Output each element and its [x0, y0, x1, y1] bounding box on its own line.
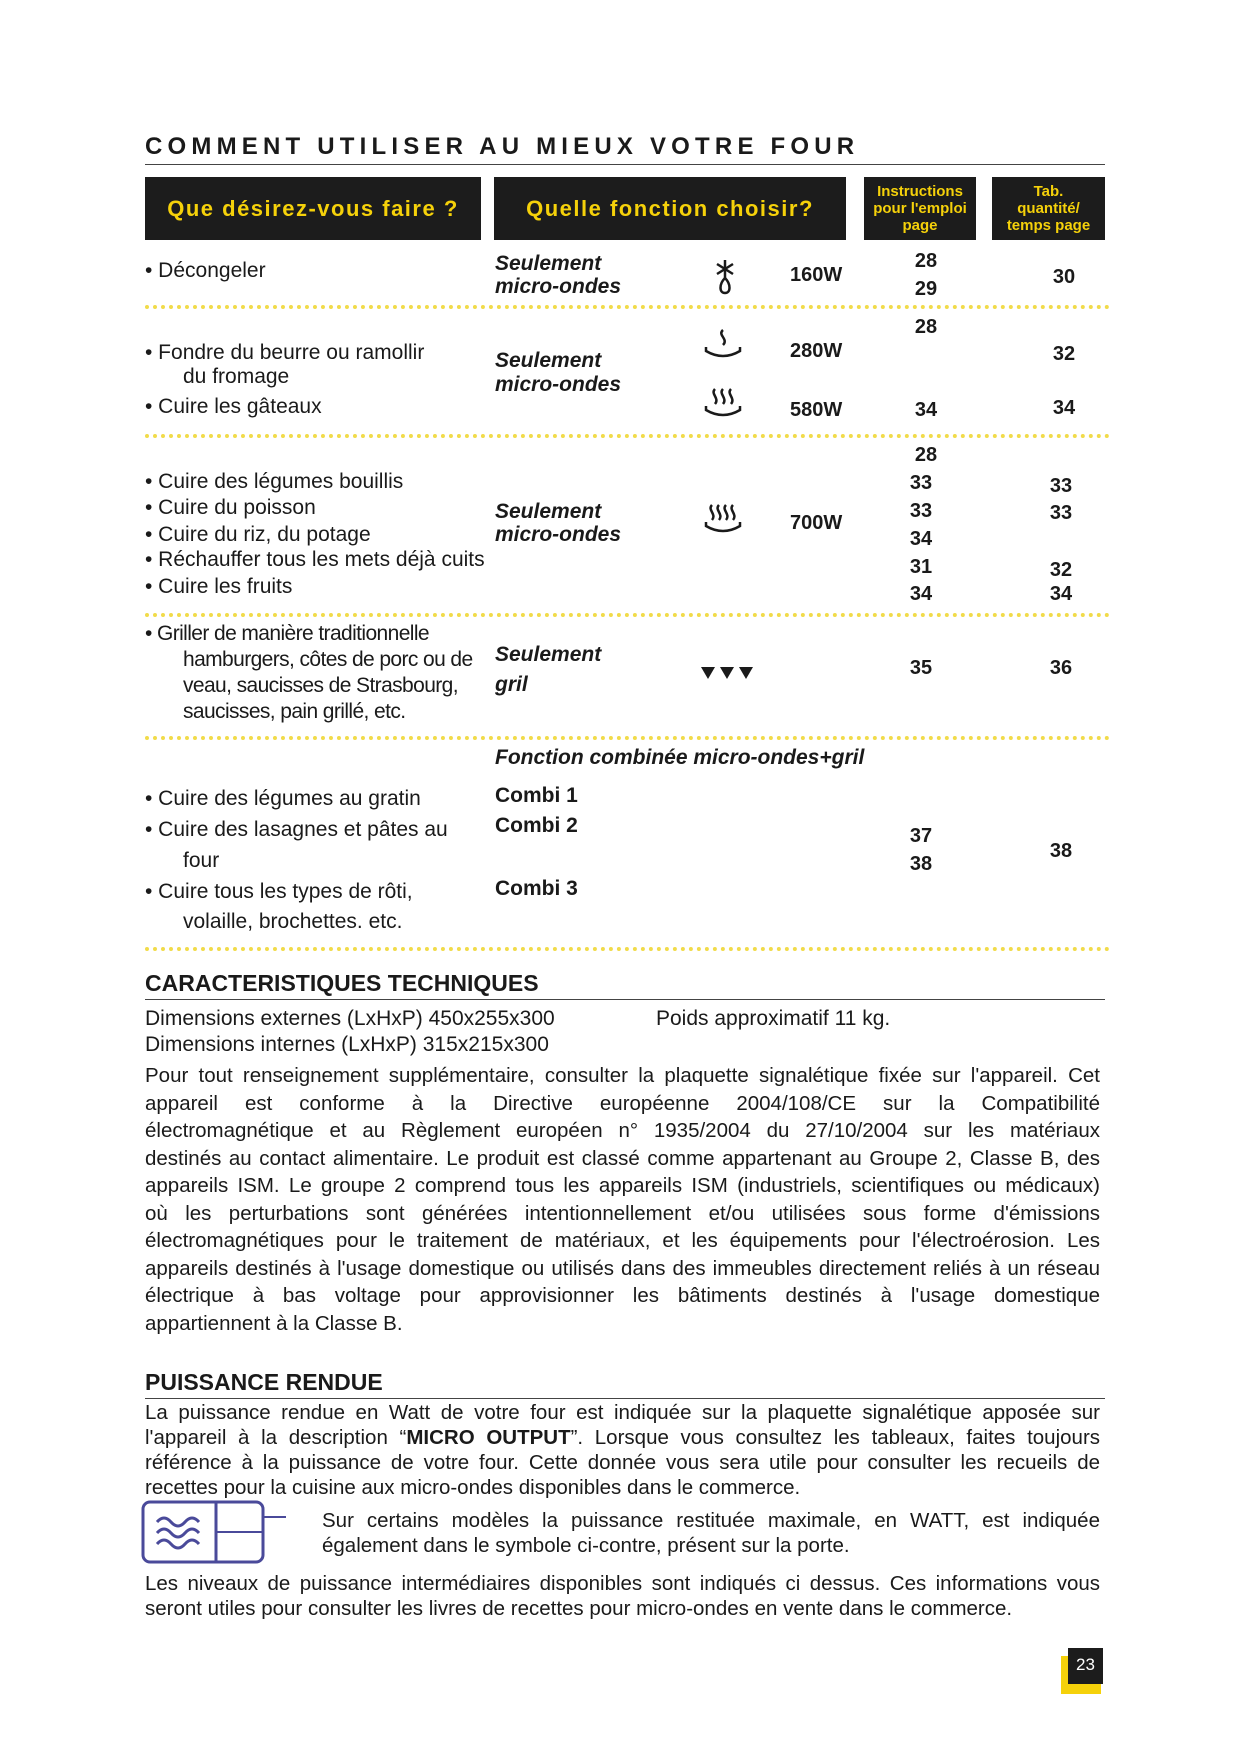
task-item: • Cuire du poisson — [145, 496, 316, 519]
header-table-page: Tab. quantité/ temps page — [992, 177, 1105, 240]
defrost-icon — [710, 258, 740, 296]
medium-heat-icon — [703, 386, 743, 420]
row-separator — [145, 613, 1110, 617]
weight: Poids approximatif 11 kg. — [656, 1007, 891, 1030]
task-item: four — [183, 849, 220, 872]
task-item: du fromage — [183, 365, 290, 388]
title-rule — [145, 164, 1105, 165]
micro-output-symbol-icon — [141, 1500, 286, 1566]
row-separator — [145, 947, 1110, 951]
task-item: • Décongeler — [145, 259, 266, 282]
table-page: 38 — [1049, 840, 1073, 862]
task-item: • Fondre du beurre ou ramollir — [145, 341, 425, 364]
header-what-to-do: Que désirez-vous faire ? — [145, 177, 481, 240]
function-label: Seulement — [495, 643, 602, 666]
instruction-page: 38 — [909, 853, 933, 875]
instruction-page: 31 — [909, 556, 933, 578]
dimensions-internal: Dimensions internes (LxHxP) 315x215x300 — [145, 1033, 549, 1056]
task-item: • Cuire des légumes bouillis — [145, 470, 404, 493]
levels-paragraph: Les niveaux de puissance intermédiaires disponibles sont indiqués ci dessus. Ces informations vous seront utiles pour consulter les livres de recettes pour micro-ondes en vente dans le commerce. — [145, 1572, 1100, 1620]
table-page: 32 — [1052, 343, 1076, 365]
power-value: 580W — [790, 399, 843, 421]
row-separator — [145, 736, 1110, 740]
tech-section-title: CARACTERISTIQUES TECHNIQUES — [145, 970, 539, 996]
symbol-paragraph: Sur certains modèles la puissance restituée maximale, en WATT, est indiquée également dans le symbole ci-contre, présent sur la porte. — [322, 1509, 1100, 1557]
task-item: • Cuire tous les types de rôti, — [145, 880, 413, 903]
function-label: micro-ondes — [495, 373, 622, 396]
task-item: veau, saucisses de Strasbourg, — [183, 674, 458, 697]
function-label: micro-ondes — [495, 275, 622, 298]
instruction-page: 29 — [914, 278, 938, 300]
power-paragraph: La puissance rendue en Watt de votre four est indiquée sur la plaquette signalétique apposée sur l'appareil à la description “MICRO OUTPUT”. Lorsque vous consultez les tableaux, faites toujours référence à la puissance de votre four. Cette donnée vous sera utile pour consulter les recueils de recettes pour la cuisine aux micro-ondes disponibles dans le commerce. — [145, 1401, 1101, 1499]
combi-label: Combi 1 — [495, 784, 578, 807]
page-title: COMMENT UTILISER AU MIEUX VOTRE FOUR — [145, 133, 860, 160]
instruction-page: 34 — [909, 528, 933, 550]
dimensions-external: Dimensions externes (LxHxP) 450x255x300 — [145, 1007, 555, 1030]
high-heat-icon — [703, 502, 743, 536]
instruction-page: 28 — [914, 250, 938, 272]
table-page: 30 — [1052, 266, 1076, 288]
header-which-function: Quelle fonction choisir? — [494, 177, 846, 240]
task-item: saucisses, pain grillé, etc. — [183, 700, 406, 723]
combi-label: Combi 3 — [495, 877, 578, 900]
table-page: 34 — [1052, 397, 1076, 419]
table-page: 33 — [1049, 502, 1073, 524]
task-item: • Griller de manière traditionnelle — [145, 622, 429, 645]
power-section-title: PUISSANCE RENDUE — [145, 1369, 383, 1395]
task-item: hamburgers, côtes de porc ou de — [183, 648, 473, 671]
instruction-page: 35 — [909, 657, 933, 679]
instruction-page: 28 — [914, 316, 938, 338]
page-number: 23 — [1068, 1648, 1103, 1684]
function-label: micro-ondes — [495, 523, 622, 546]
function-label: Seulement — [495, 500, 602, 523]
table-page: 36 — [1049, 657, 1073, 679]
instruction-page: 28 — [914, 444, 938, 466]
row-separator — [145, 434, 1110, 438]
power-rule — [145, 1398, 1105, 1399]
table-page: 32 — [1049, 559, 1073, 581]
low-heat-icon — [703, 327, 743, 363]
task-item: • Cuire des légumes au gratin — [145, 787, 421, 810]
power-value: 280W — [790, 340, 843, 362]
task-item: • Cuire les gâteaux — [145, 395, 322, 418]
power-value: 160W — [790, 264, 843, 286]
task-item: volaille, brochettes. etc. — [183, 910, 403, 933]
task-item: • Cuire les fruits — [145, 575, 293, 598]
instruction-page: 33 — [909, 500, 933, 522]
table-page: 33 — [1049, 475, 1073, 497]
combi-heading: Fonction combinée micro-ondes+gril — [495, 746, 865, 769]
row-separator — [145, 305, 1110, 309]
power-value: 700W — [790, 512, 843, 534]
tech-paragraph: Pour tout renseignement supplémentaire, consulter la plaquette signalétique fixée sur l'appareil. Cet appareil est conforme à la Directive européenne 2004/108/CE sur la Compatibilité électromagnétique et au Règlement européen n° 1935/2004 du 27/10/2004 sur les matériaux destinés au contact alimentaire. Le produit est classé comme appartenant au Groupe 2, Classe B, des appareils ISM. Le groupe 2 comprend tous les appareils ISM (industriels, scientifiques ou médicaux) où les perturbations sont générées intentionnellement et/ou utilisées sous forme d'émissions électromagnétiques pour le traitement de matériaux, et les équipements pour l'électroérosion. Les appareils destinés à l'usage domestique ou utilisés dans des immeubles directement reliés à un réseau électrique à bas voltage pour approvisionner les bâtiments destinés à l'usage domestique appartiennent à la Classe B. — [145, 1064, 1100, 1335]
instruction-page: 34 — [914, 399, 938, 421]
combi-label: Combi 2 — [495, 814, 578, 837]
task-item: • Réchauffer tous les mets déjà cuits — [145, 548, 485, 571]
task-item: • Cuire du riz, du potage — [145, 523, 371, 546]
tech-rule — [145, 999, 1105, 1000]
instruction-page: 33 — [909, 472, 933, 494]
table-page: 34 — [1049, 583, 1073, 605]
instruction-page: 37 — [909, 825, 933, 847]
grill-icon — [700, 665, 754, 681]
function-label: Seulement — [495, 252, 602, 275]
function-label: Seulement — [495, 349, 602, 372]
header-instructions: Instructions pour l'emploi page — [864, 177, 976, 240]
instruction-page: 34 — [909, 583, 933, 605]
function-label: gril — [495, 673, 528, 696]
task-item: • Cuire des lasagnes et pâtes au — [145, 818, 448, 841]
